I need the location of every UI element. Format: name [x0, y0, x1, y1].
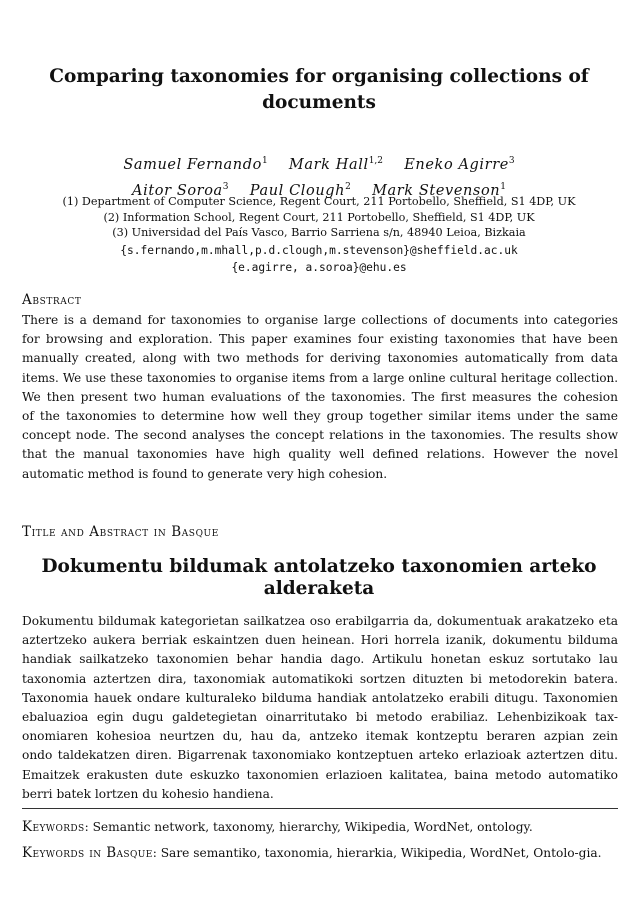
abstract-line: concept node. The second analyses the concept relations in the taxonomies. The results show: [22, 428, 618, 443]
basque-abstract-line: ondo taldekatzen diren. Bigarrenak taxonomiako kontzeptuen arteko erlazioak aztertzen ditu.: [22, 748, 618, 763]
author: Samuel Fernando$^1$: [123, 156, 268, 173]
basque-abstract-line: taxonomia aztertzen dira, taxonomiak automatikoki sortzen dituzten bi metodorekin batera.: [22, 671, 618, 686]
keywords-basque-text: Sare semantiko, taxonomia, hierarkia, Wikipedia, WordNet, Ontolo-gia.: [160, 846, 602, 860]
abstract-body: [22, 311, 618, 484]
abstract-line: automatic method is found to generate very high cohesion.: [22, 466, 388, 481]
author: Mark Stevenson$^1$: [372, 181, 506, 199]
abstract-line: of the taxonomies to determine how well they group together similar items under the same: [22, 409, 618, 424]
abstract-line: items. We use these taxonomies to organise items from a large online cultural heritage collection.: [22, 370, 618, 385]
keywords-label: Keywords: [22, 819, 85, 835]
keywords-basque-label: Keywords in Basque: [22, 845, 153, 861]
keywords: Keywords: Semantic network, taxonomy, hierarchy, Wikipedia, WordNet, ontology.: [22, 819, 533, 835]
author: Paul Clough$^2$: [249, 181, 351, 199]
email-line: {e.agirre, a.soroa}@ehu.es: [231, 261, 407, 274]
abstract-line: We then present two human evaluations of the taxonomies. The first measures the cohesion: [22, 389, 618, 404]
author: Eneko Agirre$^3$: [404, 156, 515, 173]
section-divider: [22, 808, 618, 809]
basque-heading: Title and Abstract in Basque: [22, 524, 219, 540]
abstract-line: for browsing and exploration. This paper examines four existing taxonomies that have been: [22, 332, 618, 347]
keywords-basque: Keywords in Basque: Sare semantiko, taxonomia, hierarkia, Wikipedia, WordNet, Ontolo-gia.: [22, 845, 602, 861]
affiliation: (2) Information School, Regent Court, 211 Portobello, Sheffield, S1 4DP, UK: [103, 210, 535, 224]
abstract-line: that the manual taxonomies have high quality well defined relations. However the novel: [22, 447, 618, 462]
affiliation: (3) Universidad del País Vasco, Barrio Sarriena s/n, 48940 Leioa, Bizkaia: [112, 226, 526, 239]
author: Mark Hall$^{1,2}$: [288, 156, 384, 173]
basque-abstract-line: Dokumentu bildumak kategorietan sailkatzea oso erabilgarria da, dokumentuak arakatzeko eta: [22, 614, 618, 628]
author-row-1: [20, 150, 618, 176]
abstract-line: manually created, along with two methods for deriving taxonomies automatically from data: [22, 351, 618, 366]
basque-abstract-line: aztertzeko aukera berriak eskaintzen duen heinean. Hori horrela izanik, dokumentu bilduma: [22, 633, 618, 648]
keywords-text: Semantic network, taxonomy, hierarchy, Wikipedia, WordNet, ontology.: [92, 820, 533, 834]
basque-abstract-line: handiak sailkatzeko taxonomien behar handia dago. Artikulu honetan eskuz sortutako lau: [22, 652, 618, 667]
basque-title: Dokumentu bildumak antolatzeko taxonomien arteko alderaketa: [41, 556, 597, 599]
author: Aitor Soroa$^3$: [132, 181, 229, 199]
abstract-line: There is a demand for taxonomies to organise large collections of documents into categories: [22, 313, 618, 327]
affiliation: (1) Department of Computer Science, Regent Court, 211 Portobello, Sheffield, S1 4DP, UK: [62, 195, 576, 208]
email-list: [20, 242, 618, 276]
email-line: {s.fernando,m.mhall,p.d.clough,m.stevenson}@sheffield.ac.uk: [120, 244, 518, 257]
basque-abstract-line: Emaitzek erakusten dute eskuzko taxonomien erlazioen kalitatea, baina metodo automatiko: [22, 767, 618, 782]
paper-title: Comparing taxonomies for organising collections of documents: [49, 66, 589, 113]
basque-abstract-line: ebaluazioa egin dugu galdetegietan oinarritutako bi metodo erabiliaz. Lehenbizikoak tax-: [22, 710, 618, 725]
basque-abstract-line: berri batek lortzen du kohesio handiena.: [22, 786, 274, 801]
basque-abstract-body: [22, 612, 618, 804]
affiliation-list: [20, 194, 618, 241]
basque-abstract-line: onomiaren kohesioa neurtzen du, hau da, antzeko itemak kontzeptu beraren azpian zein: [22, 729, 618, 744]
abstract-heading: Abstract: [22, 292, 82, 308]
basque-abstract-line: Taxonomia hauek ondare kulturaleko bilduma handiak antolatzeko erabili ditugu. Taxonomien: [22, 690, 618, 705]
